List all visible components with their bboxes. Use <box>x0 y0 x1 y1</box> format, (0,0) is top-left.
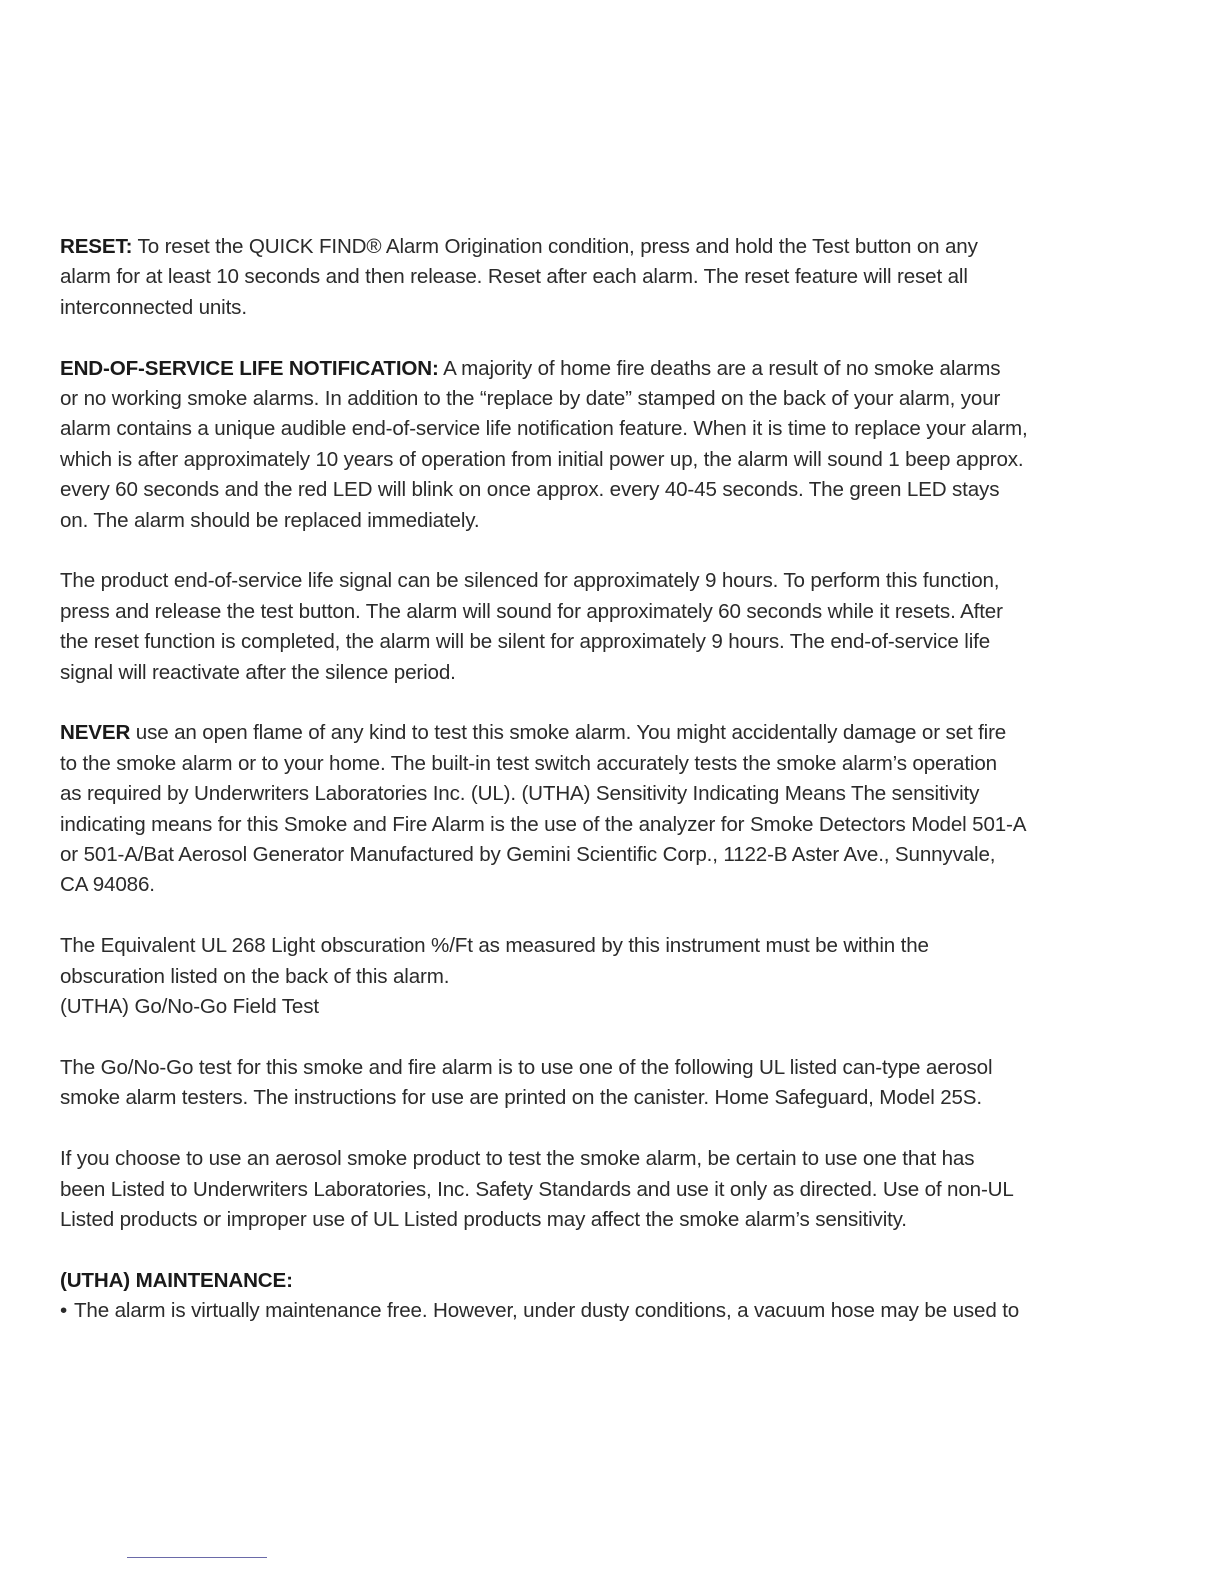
maintenance-item-text: The alarm is virtually maintenance free. However, under dusty conditions, a vacuum hose may be used to <box>74 1299 1020 1323</box>
footer-divider <box>127 1557 267 1558</box>
bullet-icon: • <box>60 1299 68 1323</box>
document-page <box>60 232 1170 1327</box>
end-of-service-text: A majority of home fire deaths are a result of no smoke alarms or no working smoke alarms. In addition to the “replace by date” stamped on the back of your alarm, your alarm contains a unique audible end-of-service life notification feature. When it is time to replace your alarm, which is after approximately 10 years of operation from initial power up, the alarm will sound 1 beep approx. every 60 seconds and the red LED will blink on once approx. every 40-45 seconds. The green LED stays on. The alarm should be replaced immediately. <box>60 356 1028 532</box>
aerosol-paragraph: If you choose to use an aerosol smoke product to test the smoke alarm, be certain to use one that has been Listed to Underwriters Laboratories, Inc. Safety Standards and use it only as directed. Use of non-UL Listed products or improper use of UL Listed products may affect the smoke alarm’s sensitivity. <box>60 1147 1014 1231</box>
silence-paragraph: The product end-of-service life signal can be silenced for approximately 9 hours. To perform this function, press and release the test button. The alarm will sound for approximately 60 seconds while it resets. After the reset function is completed, the alarm will be silent for approximately 9 hours. The end-of-service life signal will reactivate after the silence period. <box>60 569 1003 684</box>
end-of-service-heading: END-OF-SERVICE LIFE NOTIFICATION: <box>60 356 439 380</box>
maintenance-heading: (UTHA) MAINTENANCE: <box>60 1268 293 1292</box>
never-heading: NEVER <box>60 721 131 745</box>
never-text: use an open flame of any kind to test this smoke alarm. You might accidentally damage or set fire to the smoke alarm or to your home. The built-in test switch accurately tests the smoke alarm’s operation as required by Underwriters Laboratories Inc. (UL). (UTHA) Sensitivity Indicating Means The sensitivity indicating means for this Smoke and Fire Alarm is the use of the analyzer for Smoke Detectors Model 501-A or 501-A/Bat Aerosol Generator Manufactured by Gemini Scientific Corp., 1122-B Aster Ave., Sunnyvale, CA 94086. <box>60 721 1027 897</box>
reset-heading: RESET: <box>60 235 133 258</box>
equivalent-paragraph: The Equivalent UL 268 Light obscuration %/Ft as measured by this instrument must be within the obscuration listed on the back of this alarm. (UTHA) Go/No-Go Field Test <box>60 934 929 1019</box>
reset-paragraph <box>60 232 1170 323</box>
reset-text: To reset the QUICK FIND® Alarm Origination condition, press and hold the Test button on any alarm for at least 10 seconds and then release. Reset after each alarm. The reset feature will reset all interconnected units. <box>60 235 978 319</box>
maintenance-list-item <box>60 1296 1170 1326</box>
end-of-service-paragraph <box>60 354 1170 536</box>
never-paragraph <box>60 718 1170 900</box>
go-no-go-paragraph: The Go/No-Go test for this smoke and fire alarm is to use one of the following UL listed can-type aerosol smoke alarm testers. The instructions for use are printed on the canister. Home Safeguard, Model 25S. <box>60 1055 993 1110</box>
